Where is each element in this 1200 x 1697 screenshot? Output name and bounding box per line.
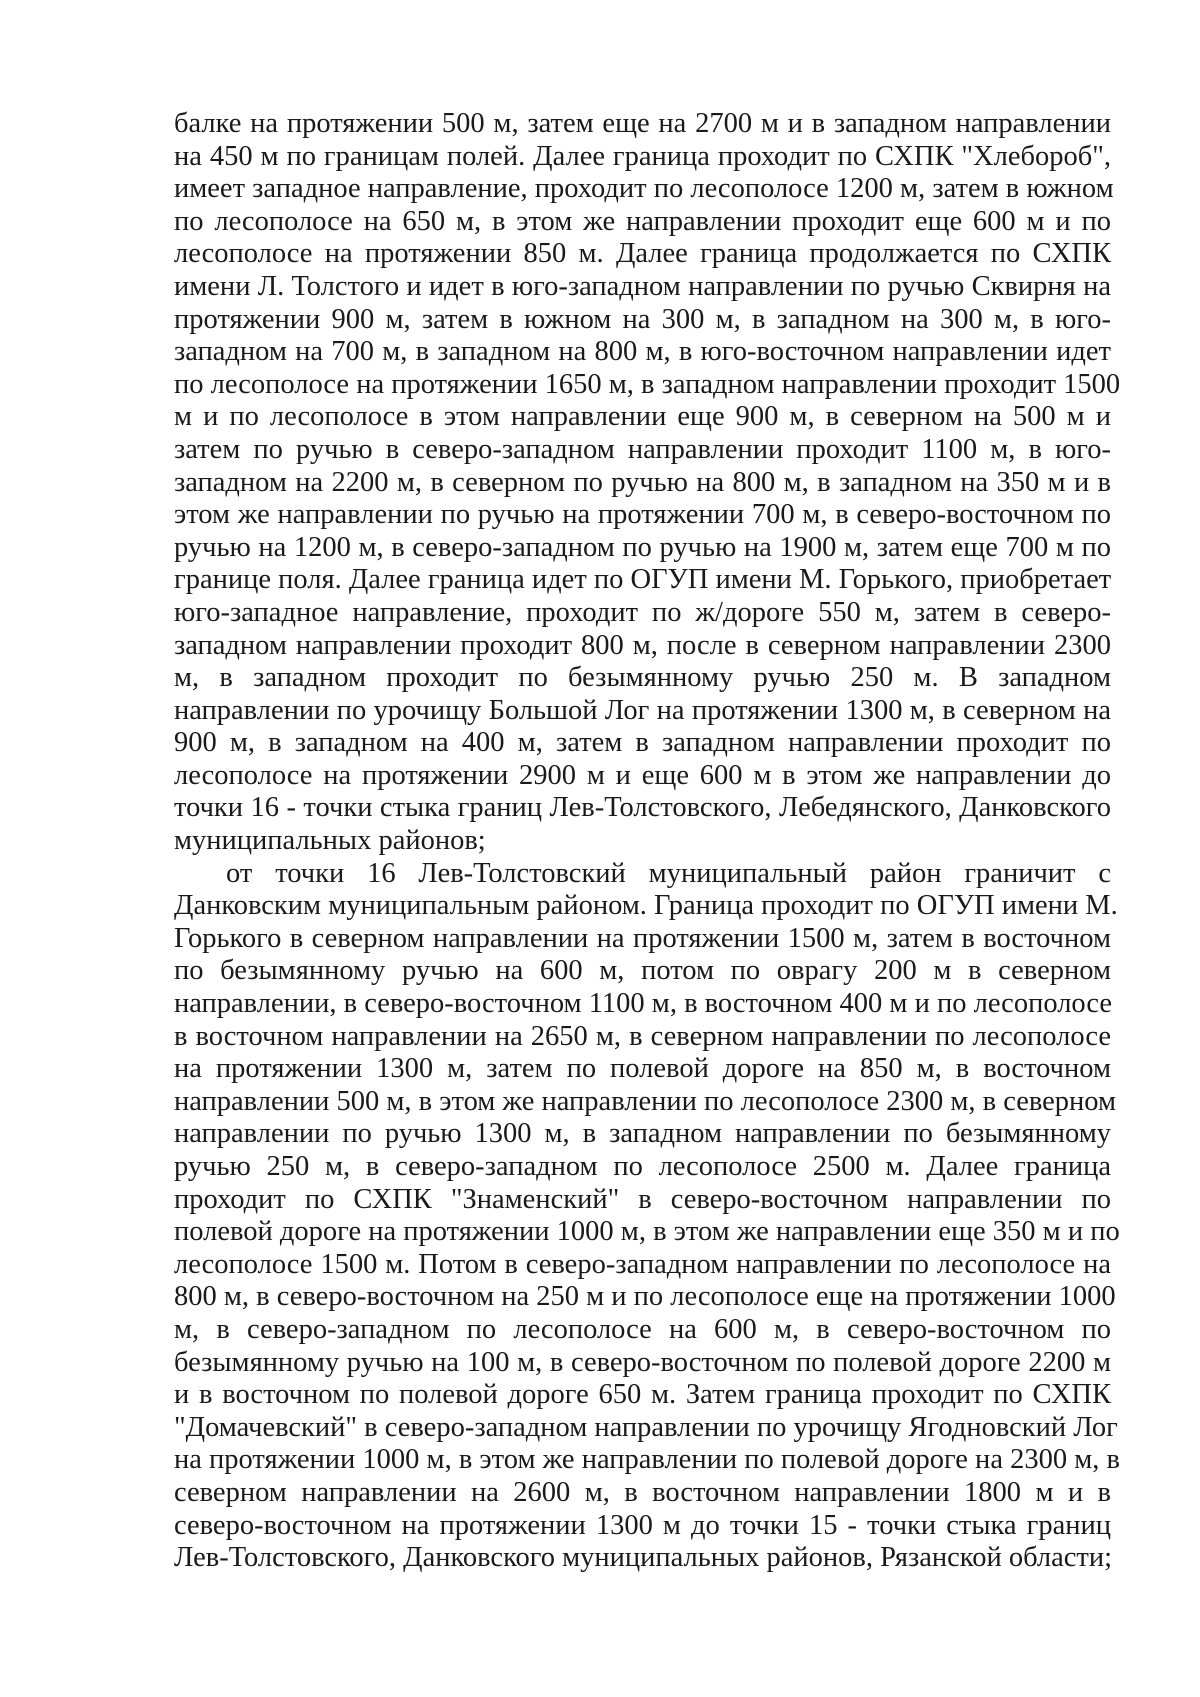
text-line: ручью на 1200 м, в северо-западном по ручью на 1900 м, затем еще 700 м по	[174, 531, 1111, 563]
text-line: направлении по урочищу Большой Лог на протяжении 1300 м, в северном на	[174, 694, 1111, 726]
text-line: имени Л. Толстого и идет в юго-западном направлении по ручью Сквирня на	[174, 270, 1111, 302]
text-line: Горького в северном направлении на протяжении 1500 м, затем в восточном	[174, 922, 1111, 954]
text-line: 900 м, в западном на 400 м, затем в западном направлении проходит по	[174, 727, 1111, 759]
text-line: проходит по СХПК "Знаменский" в северо-восточном направлении по	[174, 1183, 1111, 1215]
text-line: северо-восточном на протяжении 1300 м до точки 15 - точки стыка границ	[174, 1509, 1111, 1541]
document-body	[174, 108, 1121, 1575]
text-line: муниципальных районов;	[174, 825, 486, 857]
paragraph-boundary-continuation	[174, 108, 1121, 858]
text-line: Лев-Толстовского, Данковского муниципальных районов, Рязанской области;	[174, 1542, 1113, 1574]
text-line: направлении 500 м, в этом же направлении по лесополосе 2300 м, в северном	[174, 1085, 1117, 1117]
text-line: северном направлении на 2600 м, в восточном направлении 1800 м и в	[174, 1476, 1111, 1508]
text-line: безымянному ручью на 100 м, в северо-восточном по полевой дороге 2200 м	[174, 1346, 1111, 1378]
text-line: западном направлении проходит 800 м, после в северном направлении 2300	[174, 629, 1111, 661]
text-line: "Домачевский" в северо-западном направлении по урочищу Ягодновский Лог	[174, 1411, 1118, 1443]
text-line: затем по ручью в северо-западном направлении проходит 1100 м, в юго-	[174, 433, 1111, 465]
text-line: имеет западное направление, проходит по лесополосе 1200 м, затем в южном	[174, 173, 1114, 205]
text-line: лесополосе на протяжении 2900 м и еще 600 м в этом же направлении до	[174, 759, 1111, 791]
text-line: протяжении 900 м, затем в южном на 300 м, в западном на 300 м, в юго-	[174, 303, 1111, 335]
text-line: на 450 м по границам полей. Далее граница проходит по СХПК "Хлебороб",	[174, 140, 1111, 172]
text-line: 800 м, в северо-восточном на 250 м и по лесополосе еще на протяжении 1000	[174, 1281, 1116, 1313]
text-line: границе поля. Далее граница идет по ОГУП имени М. Горького, приобретает	[174, 564, 1112, 596]
text-line: точки 16 - точки стыка границ Лев-Толстовского, Лебедянского, Данковского	[174, 792, 1111, 824]
text-line: лесополосе 1500 м. Потом в северо-западном направлении по лесополосе на	[174, 1248, 1111, 1280]
text-line: м и по лесополосе в этом направлении еще 900 м, в северном на 500 м и	[174, 401, 1111, 433]
text-line: на протяжении 1000 м, в этом же направлении по полевой дороге на 2300 м, в	[174, 1444, 1120, 1476]
text-line: западном на 2200 м, в северном по ручью на 800 м, в западном на 350 м и в	[174, 466, 1111, 498]
text-line: в восточном направлении на 2650 м, в северном направлении по лесополосе	[174, 1020, 1111, 1052]
text-line: на протяжении 1300 м, затем по полевой дороге на 850 м, в восточном	[174, 1053, 1111, 1085]
text-line: по лесополосе на 650 м, в этом же направлении проходит еще 600 м и по	[174, 205, 1111, 237]
text-line: юго-западное направление, проходит по ж/дороге 550 м, затем в северо-	[174, 596, 1111, 628]
text-line: балке на протяжении 500 м, затем еще на 2700 м и в западном направлении	[174, 108, 1111, 139]
text-line: м, в северо-западном по лесополосе на 600 м, в северо-восточном по	[174, 1313, 1111, 1345]
text-line: Данковским муниципальным районом. Граница проходит по ОГУП имени М.	[174, 890, 1118, 922]
text-line: м, в западном проходит по безымянному ручью 250 м. В западном	[174, 662, 1111, 694]
text-line: этом же направлении по ручью на протяжении 700 м, в северо-восточном по	[174, 499, 1111, 531]
text-line: ручью 250 м, в северо-западном по лесополосе 2500 м. Далее граница	[174, 1151, 1111, 1182]
text-line: лесополосе на протяжении 850 м. Далее граница продолжается по СХПК	[174, 238, 1111, 270]
text-line: по лесополосе на протяжении 1650 м, в западном направлении проходит 1500	[174, 368, 1121, 400]
text-line: полевой дороге на протяжении 1000 м, в этом же направлении еще 350 м и по	[174, 1216, 1120, 1248]
text-line: направлении по ручью 1300 м, в западном направлении по безымянному	[174, 1118, 1111, 1150]
text-line: западном на 700 м, в западном на 800 м, в юго-восточном направлении идет	[174, 336, 1111, 368]
text-line: направлении, в северо-восточном 1100 м, в восточном 400 м и по лесополосе	[174, 988, 1113, 1020]
paragraph-dankov-boundary	[174, 857, 1120, 1575]
text-line: по безымянному ручью на 600 м, потом по оврагу 200 м в северном	[174, 955, 1111, 987]
text-line: от точки 16 Лев-Толстовский муниципальный район граничит с	[226, 857, 1111, 889]
text-line: и в восточном по полевой дороге 650 м. Затем граница проходит по СХПК	[174, 1379, 1111, 1411]
